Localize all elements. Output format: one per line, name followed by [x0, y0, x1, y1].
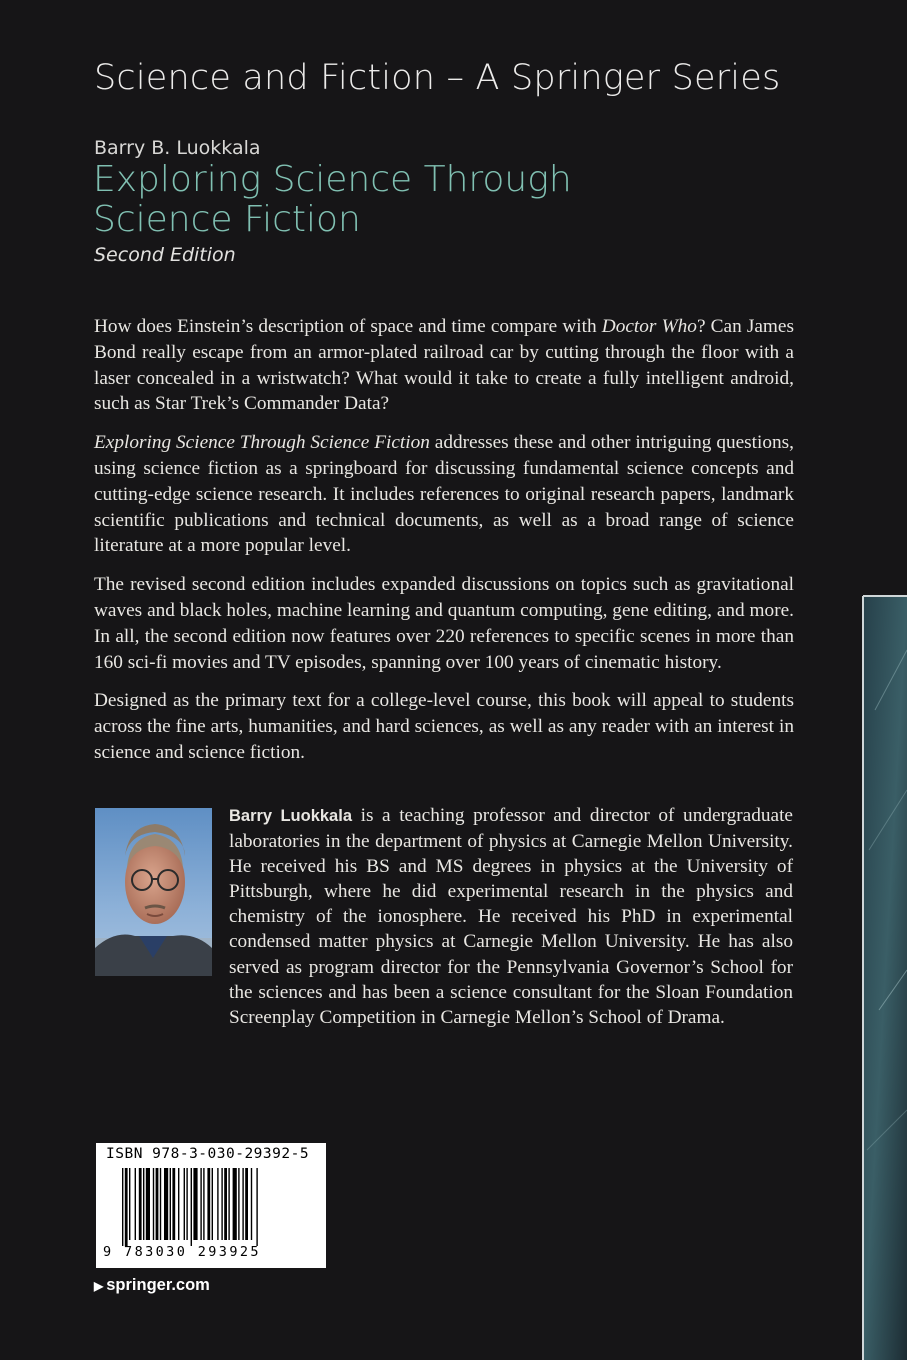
barcode-bar: [193, 1168, 197, 1240]
barcode-bar: [125, 1168, 128, 1246]
barcode-bar: [217, 1168, 218, 1240]
arrow-right-icon: ▶: [94, 1279, 104, 1293]
barcode-bar: [135, 1168, 136, 1240]
barcode-bar: [191, 1168, 192, 1246]
barcode-bar: [207, 1168, 210, 1240]
barcode-bar: [233, 1168, 237, 1240]
barcode-bar: [228, 1168, 229, 1240]
bio-author-name: Barry Luokkala: [229, 807, 352, 825]
barcode-bar: [122, 1168, 123, 1246]
barcode-bar: [200, 1168, 201, 1240]
barcode-bar: [178, 1168, 179, 1240]
barcode-bar: [238, 1168, 239, 1240]
blurb-paragraph-3: The revised second edition includes expanded discussions on topics such as gravitational waves and black holes, machine learning and quantum computing, gene editing, and more. In all, the second edition now features over 220 references to specific scenes in more than 160 sci-fi movies and TV episodes, spanning over 100 years of cinematic history.: [94, 574, 794, 673]
barcode-bar: [184, 1168, 185, 1240]
barcode-bar: [172, 1168, 175, 1240]
author-bio: [229, 803, 793, 1030]
barcode-bar: [170, 1168, 171, 1240]
barcode-bar: [256, 1168, 257, 1246]
publisher-link[interactable]: [94, 1276, 210, 1295]
series-title: Science and Fiction – A Springer Series: [94, 58, 781, 98]
blurb-paragraph-1: How does Einstein’s description of space and time compare with Doctor Who? Can James Bond really escape from an armor-plated railroad car by cutting through the floor with a laser concealed in a wristwatch? What would it take to create a fully intelligent android, such as Star Trek’s Commander Data?: [94, 316, 794, 415]
barcode-bar: [242, 1168, 243, 1240]
barcode-bar: [251, 1168, 252, 1240]
barcode-bar: [143, 1168, 144, 1240]
blurb: [94, 314, 794, 779]
barcode-bar: [156, 1168, 159, 1240]
author-photo: [95, 808, 212, 976]
barcode-bar: [224, 1168, 227, 1240]
barcode-bar: [160, 1168, 161, 1240]
barcode-digits: 9 783030 293925: [103, 1244, 261, 1260]
isbn-barcode: [95, 1142, 327, 1269]
barcode-bar: [129, 1168, 130, 1240]
barcode-bar: [146, 1168, 150, 1240]
barcode-bar: [203, 1168, 204, 1240]
barcode-bar: [245, 1168, 248, 1240]
isbn-label: ISBN 978-3-030-29392-5: [106, 1146, 310, 1162]
edition-label: Second Edition: [94, 244, 236, 266]
barcode-bar: [139, 1168, 142, 1240]
blurb-paragraph-4: Designed as the primary text for a college-level course, this book will appeal to students across the fine arts, humanities, and hard sciences, as well as any reader with an interest in science and science fiction.: [94, 690, 794, 763]
barcode-bar: [164, 1168, 168, 1240]
front-cover-edge: [855, 590, 907, 1360]
book-title: Exploring Science Through Science Fiction: [93, 159, 572, 240]
barcode-bar: [212, 1168, 213, 1240]
barcode-bar: [186, 1168, 187, 1240]
barcode-bar: [153, 1168, 154, 1240]
author-name: Barry B. Luokkala: [94, 137, 261, 159]
barcode-bar: [221, 1168, 222, 1240]
bio-text: is a teaching professor and director of undergraduate laboratories in the department of physics at Carnegie Mellon University. He received his BS and MS degrees in physics at the University of Pittsburgh, where he did experimental research in the physics and chemistry of the ionosphere. He received his PhD in experimental condensed matter physics at Carnegie Mellon University. He has also served as program director for the Pennsylvania Governor’s School for the sciences and has been a science consultant for the Sloan Foundation Screenplay Competition in Carnegie Mellon’s School of Drama.: [229, 805, 793, 1028]
publisher-url: springer.com: [106, 1276, 210, 1294]
blurb-paragraph-2: Exploring Science Through Science Fiction addresses these and other intriguing questions, using science fiction as a springboard for discussing fundamental science concepts and cutting-edge science research. It includes references to original research papers, landmark scientific publications and technical documents, as well as a broad range of science literature at a more popular level.: [94, 432, 794, 557]
